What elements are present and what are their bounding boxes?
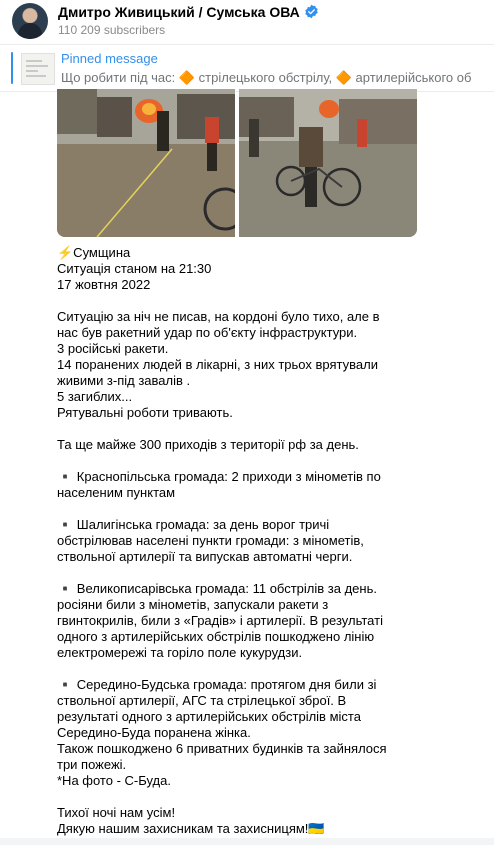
message-line: Рятувальні роботи тривають. [57, 405, 233, 420]
message-line: 5 загиблих... [57, 389, 133, 404]
message-line: живими з-під завалів . [57, 373, 191, 388]
subscriber-count: 110 209 subscribers [58, 23, 166, 37]
pinned-preview: Що робити під час: 🔶 стрілецького обстрілу, 🔶 артилерійського об [61, 70, 472, 85]
message-line [57, 565, 437, 581]
message-footer-edge [0, 838, 494, 845]
pinned-label: Pinned message [61, 51, 158, 66]
message-line [57, 293, 437, 309]
message-line: три пожежі. [57, 757, 127, 772]
message-line: електромережі та горіло поле кукурудзи. [57, 645, 303, 660]
message-line: 3 російські ракети. [57, 341, 169, 356]
pinned-thumbnail [21, 53, 55, 85]
photo-2-image [239, 89, 417, 237]
message-line [57, 501, 437, 517]
channel-name: Дмитро Живицький / Сумська ОВА [58, 4, 300, 20]
photo-album[interactable] [57, 89, 417, 237]
message-line: ⚡️Сумщина [57, 245, 131, 260]
message-line: результаті одного з артилерійських обстрілів міста [57, 709, 361, 724]
pinned-indicator [11, 52, 13, 84]
message-text [57, 245, 437, 837]
photo-1[interactable] [57, 89, 235, 237]
pinned-message-bar[interactable] [0, 44, 494, 92]
photo-1-image [57, 89, 235, 237]
message-line: 14 поранених людей в лікарні, з них трьох врятували [57, 357, 378, 372]
message-line [57, 661, 437, 677]
message-line: Ситуацію за ніч не писав, на кордоні було тихо, але в [57, 309, 380, 324]
message-line: *На фото - С-Буда. [57, 773, 171, 788]
message-line: ▪️ Великописарівська громада: 11 обстрілів за день. [57, 581, 377, 596]
message-line: гвинтокрилів, били з «Градів» і артилерії. В результаті [57, 613, 383, 628]
message-line [57, 453, 437, 469]
message-line: ▪️ Шалигінська громада: за день ворог тричі [57, 517, 330, 532]
message-line: 17 жовтня 2022 [57, 277, 151, 292]
verified-badge-icon [304, 4, 319, 19]
message-line: ствольної артилерії та випускав автоматні черги. [57, 549, 353, 564]
message-line: Та ще майже 300 приходів з території рф за день. [57, 437, 359, 452]
channel-header[interactable] [0, 0, 494, 44]
message-line: ствольної артилерії, АГС та стрілецької зброї. В [57, 693, 347, 708]
message-line: росіяни били з мінометів, запускали ракети з [57, 597, 329, 612]
message-line [57, 789, 437, 805]
message-line: нас був ракетний удар по об'єкту інфраструктури. [57, 325, 358, 340]
message-line: ▪️ Середино-Будська громада: протягом дня били зі [57, 677, 377, 692]
channel-title[interactable] [58, 4, 319, 20]
message-line: ▪️ Краснопільська громада: 2 приходи з мінометів по [57, 469, 381, 484]
message-line: Дякую нашим захисникам та захисницям!🇺🇦 [57, 821, 325, 836]
message-line: населеним пунктам [57, 485, 176, 500]
photo-2[interactable] [239, 89, 417, 237]
channel-avatar[interactable] [12, 3, 48, 39]
message-line: Ситуація станом на 21:30 [57, 261, 212, 276]
message-line: Тихої ночі нам усім! [57, 805, 176, 820]
message-line: обстрілював населені пункти громади: з мінометів, [57, 533, 364, 548]
message-line: одного з артилерійських обстрілів пошкоджено лінію [57, 629, 375, 644]
message-line: Середино-Буда поранена жінка. [57, 725, 251, 740]
message-line: Також пошкоджено 6 приватних будинків та зайнялося [57, 741, 387, 756]
message-line [57, 421, 437, 437]
